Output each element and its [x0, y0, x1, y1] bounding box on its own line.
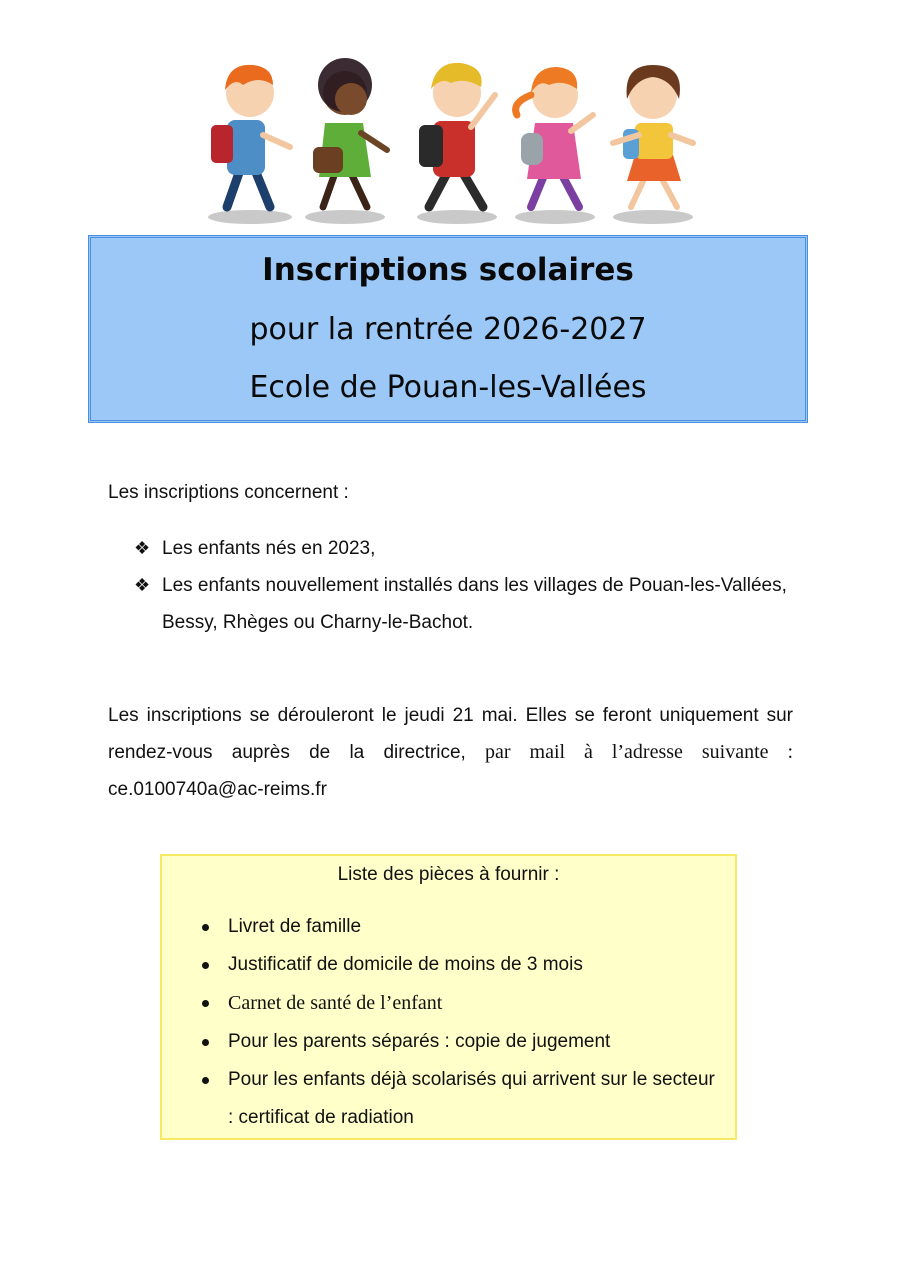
- contact-email: ce.0100740a@ac-reims.fr: [108, 779, 327, 800]
- bullet-icon: [202, 1000, 209, 1007]
- schedule-mail-text: par mail à l’adresse suivante :: [485, 741, 793, 763]
- bullet-icon: [202, 1077, 209, 1084]
- list-item: [162, 1061, 722, 1137]
- documents-box: [160, 854, 737, 1140]
- children-walking-icon: [195, 55, 715, 230]
- list-item: [108, 567, 798, 641]
- list-item-text: Justificatif de domicile de moins de 3 mois: [228, 954, 583, 975]
- bullet-icon: [202, 962, 209, 969]
- list-item-text: Les enfants nés en 2023,: [162, 538, 376, 559]
- list-item-text: Pour les enfants déjà scolarisés qui arrivent sur le secteur : certificat de radiation: [228, 1069, 715, 1128]
- schedule-text: Les inscriptions se dérouleront le jeudi 21 mai. Elles se feront uniquement sur rendez-vous auprès de la directrice,: [108, 705, 793, 763]
- concerned-list: [108, 530, 798, 641]
- bullet-icon: [202, 924, 209, 931]
- list-item: [162, 946, 722, 984]
- list-item-text: Livret de famille: [228, 916, 362, 937]
- list-item-text: Carnet de santé de l’enfant: [228, 992, 443, 1014]
- children-illustration: [195, 55, 715, 230]
- intro-text: Les inscriptions concernent :: [108, 482, 349, 503]
- schedule-paragraph: [108, 697, 793, 808]
- list-item: [162, 1023, 722, 1061]
- list-item-text: Pour les parents séparés : copie de jugement: [228, 1031, 611, 1052]
- school-name: Ecole de Pouan-les-Vallées: [249, 370, 647, 405]
- list-item: [162, 908, 722, 946]
- list-item-text: Les enfants nouvellement installés dans les villages de Pouan-les-Vallées, Bessy, Rhèges ou Charny-le-Bachot.: [162, 575, 787, 633]
- page-title: Inscriptions scolaires: [262, 252, 634, 288]
- list-item: [108, 530, 798, 567]
- documents-list: [162, 908, 722, 1137]
- diamond-bullet-icon: ❖: [134, 575, 151, 595]
- bullet-icon: [202, 1039, 209, 1046]
- page-subtitle: pour la rentrée 2026-2027: [249, 312, 647, 347]
- diamond-bullet-icon: ❖: [134, 538, 151, 558]
- list-item: [162, 984, 722, 1023]
- title-box: [88, 235, 808, 423]
- documents-title: Liste des pièces à fournir :: [337, 864, 560, 885]
